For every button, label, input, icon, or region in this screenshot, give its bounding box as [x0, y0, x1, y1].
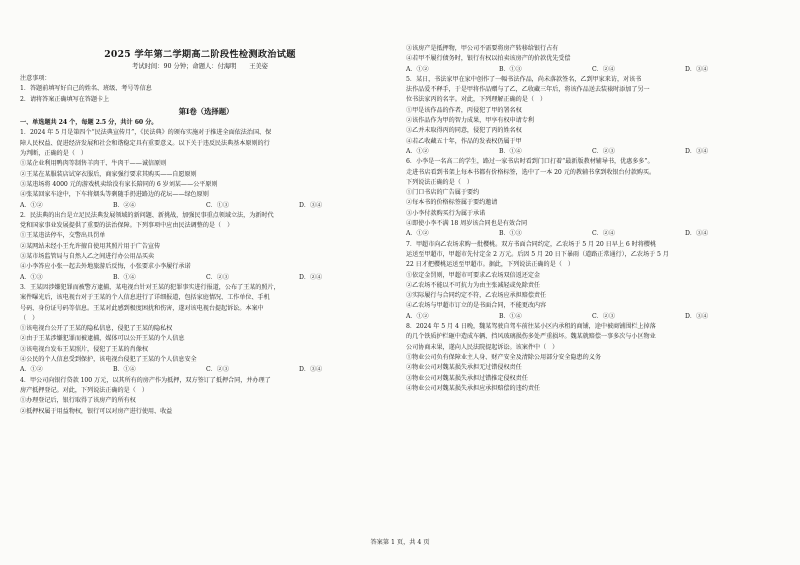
- statement-line: ③小李付款购买行为属于承诺: [406, 209, 486, 217]
- option-c: C．②③: [592, 312, 615, 320]
- statement-line: ④张某回家车途中，下车将烟头等剩随手扔进路边的花坛——绿色原则: [20, 191, 209, 199]
- option-b: B．①④: [499, 147, 522, 155]
- option-b: B．①④: [499, 312, 522, 320]
- right-column: [406, 44, 778, 394]
- statement-line: ③乙并未取得丙的同意，侵犯了丙的姓名权: [406, 127, 522, 135]
- option-b: B．①④: [113, 273, 136, 281]
- statement-line: ①甲是该作品的作者，丙侵犯了甲的署名权: [406, 106, 522, 114]
- question-line: 1．2024 年 5 月是第四个“民法典宣传月”，《民法典》的颁布实施对于推进全面依法治国、保: [20, 129, 272, 137]
- question-line: 7．甲超市向乙农场求购一批樱桃。双方书面合同约定，乙农场于 5 月 20 日早上 6 时将樱桃: [406, 240, 656, 248]
- statement-line: ④若甲不履行债务时，银行有权以拍卖该房产的价款优先受偿: [406, 55, 571, 63]
- question-line: 3．王某因涉嫌犯罪而被警方逮捕，某电视台针对王某的犯罪事实进行报道，公布了王某的照片，: [20, 283, 280, 291]
- question-line: 号码、身份证号码等信息。王某对此感到极度困扰和伤害，遂对该电视台提起诉讼。本案中: [20, 304, 264, 312]
- question-line: 走进书店看到书架上每本书都有价格标签，选中了一本 20 元的教辅书拿到收银台付款购买。: [406, 168, 656, 176]
- notice-item: 1．答题前填写好自己的姓名、班级、考号等信息: [20, 85, 152, 93]
- option-c: C．②③: [592, 147, 615, 155]
- option-c: C．②③: [206, 366, 229, 374]
- answer-options: [406, 229, 778, 239]
- option-a: A．①②: [20, 366, 43, 374]
- question-line: 为判断，正确的是（ ）: [20, 150, 87, 158]
- question-line: 运送至甲超市，甲超市先付定金 2 万元。后因 5 月 20 日下暴雨（道路正常通行），乙农场于 5 月: [406, 250, 669, 258]
- option-b: B．①③: [499, 230, 522, 238]
- page-footer: 答案第 1 页，共 4 页: [370, 539, 430, 546]
- option-d: D．③④: [299, 201, 323, 209]
- statement-line: ①该电视台公开了王某的隐私信息，侵犯了王某的隐私权: [20, 325, 173, 333]
- statement-line: ④若乙收藏五十年，作品的发表权仍属于甲: [406, 137, 522, 145]
- question-line: 法作品爱不释手，于是甲将作品赠与了乙，乙收藏三年后，将该作品送去装裱时添加了另一: [406, 86, 650, 94]
- question-line: 下列说法正确的是（ ）: [406, 178, 473, 186]
- statement-line: ②某网站未经小王允许擅自使用其照片用于广告宣传: [20, 242, 161, 250]
- statement-line: ②王某在某服装店试穿衣服后，商家强行要求其购买——自愿原则: [20, 170, 197, 178]
- question-line: 的几个铁质护栏砸中造成车辆、挡风玻璃损伤多处严重损坏。魏某就赔偿一事多次与小区物业: [406, 333, 656, 341]
- statement-line: ③该电视台发布王某照片，侵犯了王某的肖像权: [20, 345, 148, 353]
- statement-line: ④乙农场与甲超市订立的是书面合同，不能更改内容: [406, 302, 547, 310]
- statement-line: ②物业公司对魏某损失承担无过错侵权责任: [406, 364, 522, 372]
- answer-options: [406, 312, 778, 322]
- statement-line: ④小李答应小张一起去外地旅游后反悔，小张要求小李履行承诺: [20, 263, 191, 271]
- question-line: （ ）: [20, 314, 39, 322]
- answer-options: [20, 273, 392, 283]
- option-c: C．①③: [206, 201, 229, 209]
- question-line: 房产抵押登记。对此，下列说法正确的是（ ）: [20, 386, 148, 394]
- statement-line: ①物业公司负有保障业主人身、财产安全及清除公用部分安全隐患的义务: [406, 353, 601, 361]
- option-c: C．②③: [206, 273, 229, 281]
- section-title: 第Ⅰ卷（选择题）: [178, 106, 234, 116]
- question-line: 5．某日，书法家甲在家中创作了一幅书法作品，尚未落款签名，乙到甲家来访，对该书: [406, 75, 642, 83]
- question-line: 党和国家事业发展提供了重要的法治保障。下列事项中应由民法调整的是（ ）: [20, 222, 234, 230]
- option-a: A．①②: [406, 147, 429, 155]
- option-d: D．②④: [299, 273, 323, 281]
- answer-options: [20, 201, 392, 211]
- option-c: C．②④: [592, 230, 615, 238]
- statement-line: ④公民的个人信息受到保护，该电视台侵犯了王某的个人信息安全: [20, 356, 197, 364]
- statement-line: ②乙农场不能以不可抗力为由主张减轻或免除责任: [406, 281, 540, 289]
- option-a: A．①②: [20, 201, 43, 209]
- statement-line: ④即使小李不满 18 周岁该合同也是有效合同: [406, 220, 528, 228]
- statement-line: ②由于王某涉嫌犯罪而被逮捕，媒体可以公开王某的个人信息: [20, 335, 185, 343]
- statement-line: ③实际履行与合同约定不符，乙农场应承担赔偿责任: [406, 292, 547, 300]
- statement-line: ④物业公司对魏某损失承担应承担赔偿的违约责任: [406, 384, 540, 392]
- option-a: A．①③: [20, 273, 43, 281]
- statement-line: ①办理登记后，银行取得了该房产的所有权: [20, 397, 136, 405]
- option-d: D．③④: [685, 147, 709, 155]
- left-column: [20, 74, 392, 417]
- question-line: 位书法家丙的名字。对此，下列理解正确的是（ ）: [406, 96, 547, 104]
- statement-line: ②该作品作为甲的智力成果，甲享有权申请专利: [406, 117, 534, 125]
- statement-line: ②抵押权属于用益物权，银行可以对房产进行使用、收益: [20, 407, 173, 415]
- statement-line: ①王某违法停车，交警出具罚单: [20, 232, 106, 240]
- option-d: D．③④: [685, 65, 709, 73]
- question-line: 案件曝光后，该电视台对于王某的个人信息进行了详细报道，包括家庭情况、工作单位、手机: [20, 294, 270, 302]
- statement-line: ①某企业利用鸭肉等制售羊肉干、牛肉干——诚信原则: [20, 160, 167, 168]
- question-line: 2．民法典的出台是立足民法典发展领域的新问题、新挑战，加强民事重点领域立法，为新时代: [20, 211, 274, 219]
- statement-line: ②每本书的价格标签属于要约邀请: [406, 199, 498, 207]
- question-line: 障人民权益、促进经济发展和社会和谐稳定具有重要意义。以下关于违反民法典基本原则的行: [20, 139, 270, 147]
- statement-line: ①门口书店的广告属于要约: [406, 189, 480, 197]
- option-a: A．①②: [406, 65, 429, 73]
- option-d: D．③④: [685, 230, 709, 238]
- statement-line: ③物业公司对魏某损失承担过错推定侵权责任: [406, 374, 528, 382]
- question-line: 6．小李是一名高二的学生，路过一家书店时看到门口打着“最新版教材辅导书，优惠多多”。: [406, 158, 654, 166]
- option-d: D．③④: [685, 312, 709, 320]
- notice-item: 2．请将答案正确填写在答题卡上: [20, 95, 110, 103]
- answer-options: [20, 365, 392, 375]
- option-d: D．③④: [299, 366, 323, 374]
- statement-line: ③该房产是抵押物，甲公司不需要将房产转移给银行占有: [406, 45, 559, 52]
- question-line: 8．2024 年 5 月 4 日晚，魏某驾驶自驾车前往某小区内承租的商铺，途中被商铺围栏上掉落: [406, 323, 656, 331]
- option-c: C．②④: [592, 65, 615, 73]
- statement-line: ③某违场将 4000 元的游戏机卖给没有家长陪同的 6 岁刘某——公平原则: [20, 180, 218, 188]
- exam-title: 2025 学年第二学期高二阶段性检测政治试题: [104, 49, 296, 60]
- question-line: 4．甲公司向银行贷款 100 万元，以其所有的房产作为抵押，双方签订了抵押合同，并办理了: [20, 376, 271, 384]
- option-a: A．①②: [406, 230, 429, 238]
- option-a: A．①②: [406, 312, 429, 320]
- option-b: B．①③: [499, 65, 522, 73]
- option-b: B．②④: [113, 201, 136, 209]
- notice-label: 注意事项：: [20, 75, 51, 82]
- answer-options: [406, 65, 778, 75]
- question-line: 22 日才把樱桃运送至甲超市。据此，下列说法正确的是（ ）: [406, 261, 574, 269]
- question-line: 公司协商未果，遂向人民法院提起诉讼。该案件中（ ）: [406, 343, 559, 351]
- option-b: B．①④: [113, 366, 136, 374]
- statement-line: ③某市场监管局与自然人乙之间进行办公用品买卖: [20, 253, 154, 261]
- section-heading: 一、单选题共 24 个，每题 2.5 分，共计 60 分。: [20, 119, 158, 127]
- answer-options: [406, 147, 778, 157]
- exam-subtitle: 考试时间：90 分钟；命题人：付海明 王美姿: [132, 63, 268, 70]
- statement-line: ①依定金罚则，甲超市可要求乙农场双倍返还定金: [406, 271, 540, 279]
